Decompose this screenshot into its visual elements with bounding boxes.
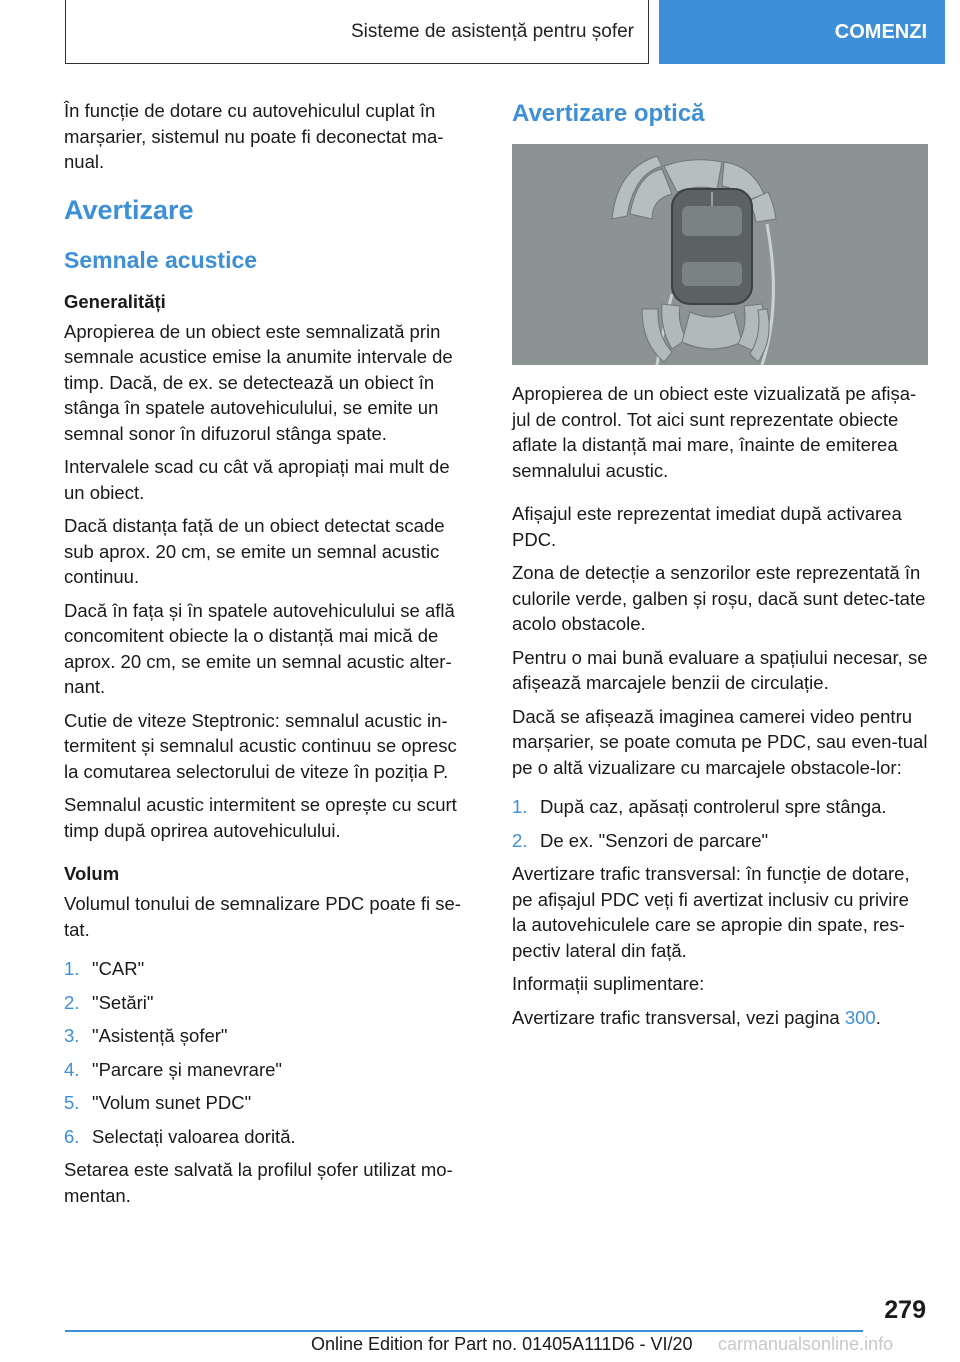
header-tab[interactable] bbox=[659, 0, 945, 64]
step-number: 4. bbox=[64, 1058, 80, 1080]
list-item bbox=[512, 828, 928, 854]
paragraph: Intervalele scad cu cât vă apropiați mai mult de un obiect. bbox=[64, 456, 450, 503]
heading-optical-warning: Avertizare optică bbox=[512, 100, 705, 127]
pdc-display-figure bbox=[512, 144, 928, 365]
paragraph-with-link bbox=[512, 1005, 928, 1031]
paragraph: Volumul tonului de semnalizare PDC poate fi se-tat. bbox=[64, 893, 461, 940]
paragraph: Dacă se afișează imaginea camerei video pentru marșarier, se poate comuta pe PDC, sau even-tual pe o altă vizualizare cu marcajele obstacole-lor: bbox=[512, 705, 928, 778]
pdc-steps-list bbox=[512, 794, 928, 853]
list-item bbox=[64, 1023, 474, 1049]
footer-watermark: carmanualsonline.info bbox=[718, 1334, 894, 1354]
step-text: "Parcare și manevrare" bbox=[92, 1058, 282, 1080]
step-text: După caz, apăsați controlerul spre stânga. bbox=[540, 796, 887, 817]
step-text: "Setări" bbox=[92, 991, 154, 1013]
paragraph: Apropierea de un obiect este semnalizată prin semnale acustice emise la anumite intervale de timp. Dacă, de ex. se detectează un obiect în stânga în spatele autovehiculului, se emite un semnal sonor în difuzorul stânga spate. bbox=[64, 320, 453, 444]
intro-paragraph: În funcție de dotare cu autovehiculul cuplat în marșarier, sistemul nu poate fi deconectat ma-nual. bbox=[64, 100, 444, 172]
list-item bbox=[64, 1124, 474, 1150]
paragraph: Dacă în fața și în spatele autovehiculului se află concomitent obiecte la o distanță mai mică de aprox. 20 cm, se emite un semnal acustic alter-nant. bbox=[64, 599, 455, 697]
step-text: Selectați valoarea dorită. bbox=[92, 1125, 296, 1147]
heading-warning: Avertizare bbox=[64, 194, 194, 225]
list-item bbox=[64, 956, 474, 982]
paragraph: Apropierea de un obiect este vizualizată pe afișa-jul de control. Tot aici sunt reprezentate obiecte aflate la distanță mai mare, înainte de emiterea semnalului acustic. bbox=[512, 383, 917, 481]
heading-volume: Volum bbox=[64, 863, 120, 884]
header-tab-label: COMENZI bbox=[834, 20, 927, 43]
step-number: 1. bbox=[512, 796, 528, 817]
step-number: 1. bbox=[64, 958, 80, 979]
paragraph: Informații suplimentare: bbox=[512, 973, 705, 994]
page-link[interactable]: 300 bbox=[844, 1006, 876, 1028]
pdc-car-sensor-icon bbox=[512, 144, 928, 365]
paragraph: Dacă distanța față de un obiect detectat scade sub aprox. 20 cm, se emite un semnal acustic continuu. bbox=[64, 515, 445, 587]
list-item bbox=[64, 1090, 474, 1116]
list-item bbox=[64, 990, 474, 1016]
volume-steps-list bbox=[64, 956, 474, 1149]
paragraph: Avertizare trafic transversal: în funcție de dotare, pe afișajul PDC veți fi avertizat inclusiv cu privire la autovehiculele care se apropie din spate, res-pectiv lateral din față. bbox=[512, 863, 910, 961]
footer-divider bbox=[65, 1330, 863, 1332]
list-item bbox=[64, 1057, 474, 1083]
header-section bbox=[65, 0, 649, 64]
heading-acoustic: Semnale acustice bbox=[64, 246, 258, 273]
step-text: "Asistență șofer" bbox=[92, 1025, 228, 1046]
link-prefix: Avertizare trafic transversal, vezi pagina bbox=[512, 1006, 845, 1028]
heading-general: Generalități bbox=[64, 290, 166, 312]
paragraph: Afișajul este reprezentat imediat după activarea PDC. bbox=[512, 503, 902, 550]
step-number: 2. bbox=[512, 829, 528, 851]
header-section-title: Sisteme de asistență pentru șofer bbox=[350, 20, 634, 42]
right-column bbox=[512, 98, 928, 1038]
step-number: 5. bbox=[64, 1092, 80, 1113]
footer-edition: Online Edition for Part no. 01405A111D6 - VI/20 bbox=[311, 1334, 693, 1354]
step-number: 2. bbox=[64, 991, 80, 1013]
left-column bbox=[64, 98, 474, 1216]
page-number: 279 bbox=[884, 1296, 926, 1324]
paragraph: Cutie de viteze Steptronic: semnalul acustic in-termitent și semnalul acustic continuu se opresc la comutarea selectorului de viteze în poziția P. bbox=[64, 709, 457, 782]
paragraph: Zona de detecție a senzorilor este reprezentată în culorile verde, galben și roșu, dacă sunt detec-tate acolo obstacole. bbox=[512, 562, 926, 634]
paragraph: Setarea este salvată la profilul șofer utilizat mo-mentan. bbox=[64, 1159, 453, 1206]
step-number: 3. bbox=[64, 1025, 80, 1046]
link-suffix: . bbox=[875, 1006, 881, 1028]
step-text: "Volum sunet PDC" bbox=[92, 1092, 252, 1113]
paragraph: Pentru o mai bună evaluare a spațiului necesar, se afișează marcajele benzii de circulație. bbox=[512, 646, 928, 693]
paragraph: Semnalul acustic intermitent se oprește cu scurt timp după oprirea autovehiculului. bbox=[64, 794, 457, 841]
step-text: De ex. "Senzori de parcare" bbox=[540, 829, 769, 851]
list-item bbox=[512, 794, 928, 820]
step-text: "CAR" bbox=[92, 958, 145, 979]
step-number: 6. bbox=[64, 1125, 80, 1147]
